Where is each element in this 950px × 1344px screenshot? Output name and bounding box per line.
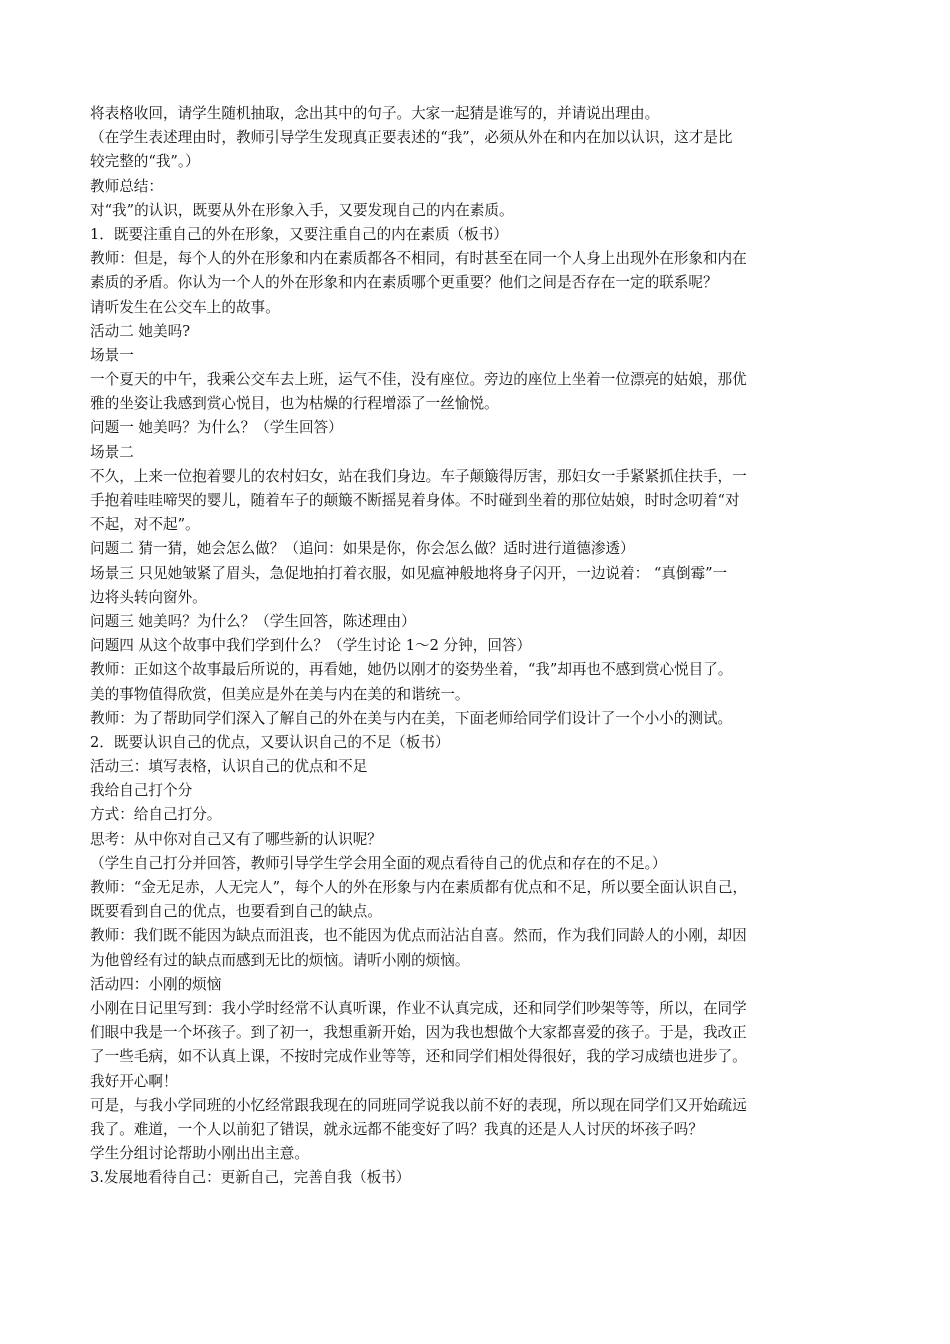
text-line: （学生自己打分并回答，教师引导学生学会用全面的观点看待自己的优点和存在的不足。） — [90, 854, 667, 872]
text-line: 我了。难道，一个人以前犯了错误，就永远都不能变好了吗？我真的还是人人讨厌的坏孩子吗？ — [90, 1120, 703, 1138]
text-line: 教师：正如这个故事最后所说的，再看她，她仍以刚才的姿势坐着，“我”却再也不感到赏心悦目了。 — [90, 661, 733, 679]
text-line: 雅的坐姿让我感到赏心悦目，也为枯燥的行程增添了一丝愉悦。 — [90, 395, 499, 413]
text-line: 不久，上来一位抱着婴儿的农村妇女，站在我们身边。车子颠簸得厉害，那妇女一手紧紧抓住扶手，一 — [90, 467, 747, 485]
text-line: 我好开心啊！ — [90, 1072, 178, 1090]
text-line: 手抱着哇哇啼哭的婴儿，随着车子的颠簸不断摇晃着身体。不时碰到坐着的那位姑娘，时时念叨着“对 — [90, 492, 740, 509]
text-line: 方式：给自己打分。 — [90, 806, 222, 824]
text-line: 了一些毛病，如不认真上课，不按时完成作业等等，还和同学们相处得很好，我的学习成绩也进步了。 — [90, 1048, 747, 1066]
text-line: 为他曾经有过的缺点而感到无比的烦恼。请听小刚的烦恼。 — [90, 951, 470, 969]
text-line: 较完整的“我”。） — [90, 153, 200, 171]
text-line: 边将头转向窗外。 — [90, 588, 207, 606]
text-line: 美的事物值得欣赏，但美应是外在美与内在美的和谐统一。 — [90, 685, 470, 703]
question-line: 问题二 猜一猜，她会怎么做？（追问：如果是你，你会怎么做？适时进行道德渗透） — [90, 540, 635, 558]
text-line: 既要看到自己的优点，也要看到自己的缺点。 — [90, 903, 382, 921]
board-note: 2．既要认识自己的优点，又要认识自己的不足（板书） — [90, 733, 450, 751]
scene-heading: 场景二 — [90, 443, 134, 461]
board-note: 1．既要注重自己的外在形象，又要注重自己的内在素质（板书） — [90, 225, 508, 243]
text-line: 请听发生在公交车上的故事。 — [90, 298, 280, 316]
text-line: 我给自己打个分 — [90, 782, 193, 800]
section-heading: 教师总结： — [90, 177, 163, 195]
text-line: 将表格收回，请学生随机抽取，念出其中的句子。大家一起猜是谁写的，并请说出理由。 — [90, 105, 660, 122]
activity-heading: 活动四：小刚的烦恼 — [90, 975, 222, 993]
text-line: 教师：为了帮助同学们深入了解自己的外在美与内在美，下面老师给同学们设计了一个小小的测试。 — [90, 709, 733, 727]
text-line: 素质的矛盾。你认为一个人的外在形象和内在素质哪个更重要？他们之间是否存在一定的联系呢？ — [90, 274, 718, 292]
text-line: 小刚在日记里写到：我小学时经常不认真听课，作业不认真完成，还和同学们吵架等等，所以，在同学 — [90, 999, 747, 1017]
text-line: 教师：我们既不能因为缺点而沮丧，也不能因为优点而沾沾自喜。然而，作为我们同龄人的小刚，却因 — [90, 927, 747, 945]
text-line: 思考：从中你对自己又有了哪些新的认识呢？ — [90, 830, 382, 848]
activity-heading: 活动二 她美吗? — [90, 322, 191, 340]
text-line: 教师：但是，每个人的外在形象和内在素质都各不相同，有时甚至在同一个人身上出现外在形象和内在 — [90, 250, 747, 268]
text-line: 对“我”的认识，既要从外在形象入手，又要发现自己的内在素质。 — [90, 201, 514, 219]
question-line: 问题四 从这个故事中我们学到什么？（学生讨论 1～2 分钟，回答） — [90, 637, 532, 655]
text-line: 们眼中我是一个坏孩子。到了初一，我想重新开始，因为我也想做个大家都喜爱的孩子。于是，我改正 — [90, 1024, 747, 1042]
text-line: 一个夏天的中午，我乘公交车去上班，运气不佳，没有座位。旁边的座位上坐着一位漂亮的姑娘，那优 — [90, 371, 747, 389]
text-line: 不起，对不起”。 — [90, 516, 200, 534]
question-line: 问题三 她美吗？为什么？（学生回答，陈述理由） — [90, 612, 416, 630]
question-line: 问题一 她美吗？为什么？（学生回答） — [90, 419, 343, 437]
text-line: 可是，与我小学同班的小忆经常跟我现在的同班同学说我以前不好的表现，所以现在同学们又开始疏远 — [90, 1096, 747, 1114]
text-line: 教师：“金无足赤，人无完人”，每个人的外在形象与内在素质都有优点和不足，所以要全面认识自己， — [90, 879, 748, 896]
text-line: （在学生表述理由时，教师引导学生发现真正要表述的“我”，必须从外在和内在加以认识，这才是比 — [90, 129, 733, 147]
scene-heading: 场景一 — [90, 346, 134, 364]
activity-heading: 活动三：填写表格，认识自己的优点和不足 — [90, 758, 368, 776]
scene-line: 场景三 只见她皱紧了眉头，急促地拍打着衣服，如见瘟神般地将身子闪开，一边说着： “真倒霉”一 — [90, 564, 728, 582]
document-body — [90, 102, 860, 1190]
text-line: 学生分组讨论帮助小刚出出主意。 — [90, 1145, 309, 1163]
board-note: 3.发展地看待自己：更新自己，完善自我（板书） — [90, 1169, 411, 1187]
